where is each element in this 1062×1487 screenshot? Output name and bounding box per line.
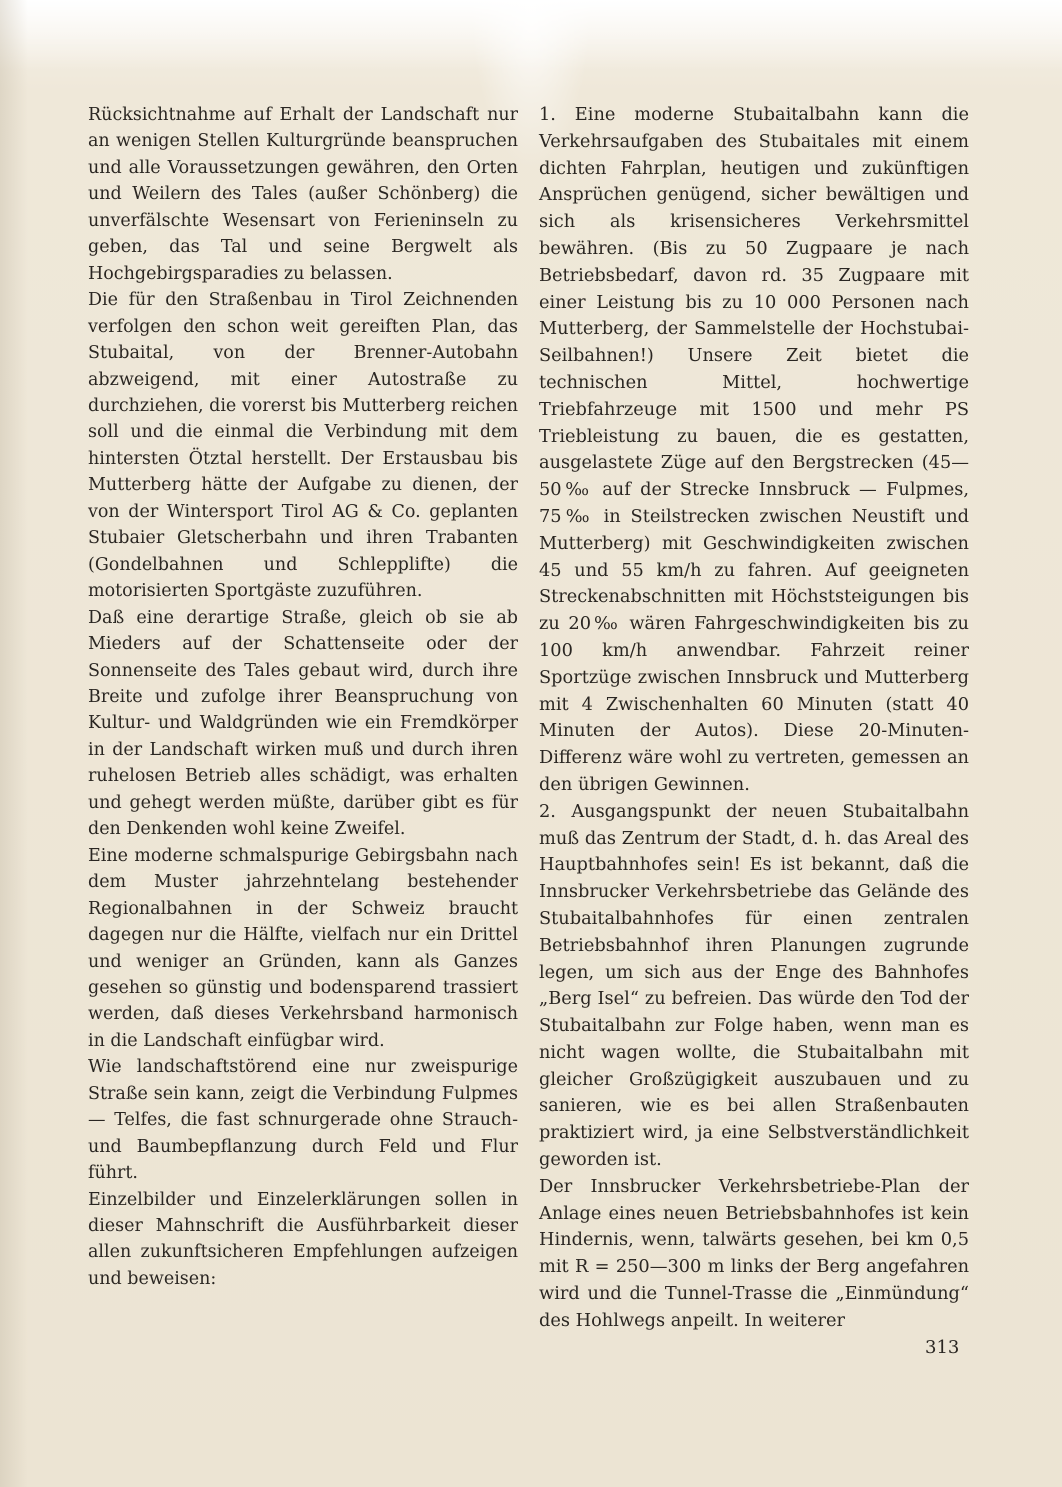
binding-shadow xyxy=(0,0,28,1487)
paragraph: Einzelbilder und Einzelerklärungen sollen in dieser Mahnschrift die Ausführbarkeit dieser allen zukunftsicheren Empfehlungen aufzeigen und beweisen: xyxy=(88,1189,518,1289)
paragraph: Rücksichtnahme auf Erhalt der Landschaft nur an wenigen Stellen Kulturgründe beanspruchen und alle Voraussetzungen gewähren, den Orten und Weilern des Tales (außer Schönberg) die unverfälschte Wesensart von Ferieninseln zu geben, das Tal und seine Bergwelt als Hochgebirgsparadies zu belassen. xyxy=(88,105,518,284)
page-number: 313 xyxy=(925,1337,960,1358)
paragraph: Die für den Straßenbau in Tirol Zeichnenden verfolgen den schon weit gereiften Plan, das Stubaital, von der Brenner-Autobahn abzweigend, mit einer Autostraße zu durchziehen, die vorerst bis Mutterberg reichen soll und die einmal die Verbindung mit dem hintersten Ötztal herstellt. Der Erstausbau bis Mutterberg hätte der Aufgabe zu dienen, der von der Wintersport Tirol AG & Co. geplanten Stubaier Gletscherbahn und ihren Trabanten (Gondelbahnen und Schlepplifte) die motorisierten Sportgäste zuzuführen. xyxy=(88,290,518,602)
paragraph: 2. Ausgangspunkt der neuen Stubaitalbahn muß das Zentrum der Stadt, d. h. das Areal des Hauptbahnhofes sein! Es ist bekannt, daß die Innsbrucker Verkehrsbetriebe das Gelände des Stubaitalbahnhofes für einen zentralen Betriebsbahnhof ihren Planungen zugrunde legen, um sich aus der Enge des Bahnhofes „Berg Isel“ zu befreien. Das würde den Tod der Stubaitalbahn zur Folge haben, wenn man es nicht wagen wollte, die Stubaitalbahn mit gleicher Großzügigkeit auszubauen und zu sanieren, wie es bei allen Straßenbauten praktiziert wird, ja eine Selbstverständlichkeit geworden ist. xyxy=(539,801,969,1171)
paragraph: Eine moderne schmalspurige Gebirgsbahn nach dem Muster jahrzehntelang bestehender Regionalbahnen in der Schweiz braucht dagegen nur die Hälfte, vielfach nur ein Drittel und weniger an Gründen, kann als Ganzes gesehen so günstig und bodensparend trassiert werden, daß dieses Verkehrsband harmonisch in die Landschaft einfügbar wird. xyxy=(88,845,518,1051)
page-top-edge xyxy=(0,0,1062,70)
paragraph: 1. Eine moderne Stubaitalbahn kann die Verkehrsaufgaben des Stubaitales mit einem dichten Fahrplan, heutigen und zukünftigen Ansprüchen genügend, sicher bewältigen und sich als krisensicheres Verkehrsmittel bewähren. (Bis zu 50 Zugpaare je nach Betriebsbedarf, davon rd. 35 Zugpaare mit einer Leistung bis zu 10 000 Personen nach Mutterberg, der Sammelstelle der Hochstubai-Seilbahnen!) Unsere Zeit bietet die technischen Mittel, hochwertige Triebfahrzeuge mit 1500 und mehr PS Triebleistung zu bauen, die es gestatten, ausgelastete Züge auf den Bergstrecken (45—50‰ auf der Strecke Innsbruck — Fulpmes, 75‰ in Steilstrecken zwischen Neustift und Mutterberg) mit Geschwindigkeiten zwischen 45 und 55 km/h zu fahren. Auf geeigneten Streckenabschnitten mit Höchststeigungen bis zu 20‰ wären Fahrgeschwindigkeiten bis zu 100 km/h anwendbar. Fahrzeit reiner Sportzüge zwischen Innsbruck und Mutterberg mit 4 Zwischenhalten 60 Minuten (statt 40 Minuten der Autos). Diese 20-Minuten-Differenz wäre wohl zu vertreten, gemessen an den übrigen Gewinnen. xyxy=(539,105,969,795)
paragraph: Wie landschaftstörend eine nur zweispurige Straße sein kann, zeigt die Verbindung Fulpmes — Telfes, die fast schnurgerade ohne Strauch- und Baumbepflanzung durch Feld und Flur führt. xyxy=(88,1057,518,1184)
paragraph: Daß eine derartige Straße, gleich ob sie ab Mieders auf der Schattenseite oder der Sonnenseite des Tales gebaut wird, durch ihre Breite und zufolge ihrer Beanspruchung von Kultur- und Waldgründen wie ein Fremdkörper in der Landschaft wirken muß und durch ihren ruhelosen Betrieb alles schädigt, was erhalten und gehegt werden müßte, darüber gibt es für den Denkenden wohl keine Zweifel. xyxy=(88,607,518,840)
right-text-column xyxy=(539,102,969,1335)
left-text-column xyxy=(88,102,518,1292)
paragraph: Der Innsbrucker Verkehrsbetriebe-Plan der Anlage eines neuen Betriebsbahnhofes ist kein Hindernis, wenn, talwärts gesehen, bei km 0,5 mit R = 250—300 m links der Berg angefahren wird und die Tunnel-Trasse die „Einmündung“ des Hohlwegs anpeilt. In weiterer xyxy=(539,1176,969,1331)
